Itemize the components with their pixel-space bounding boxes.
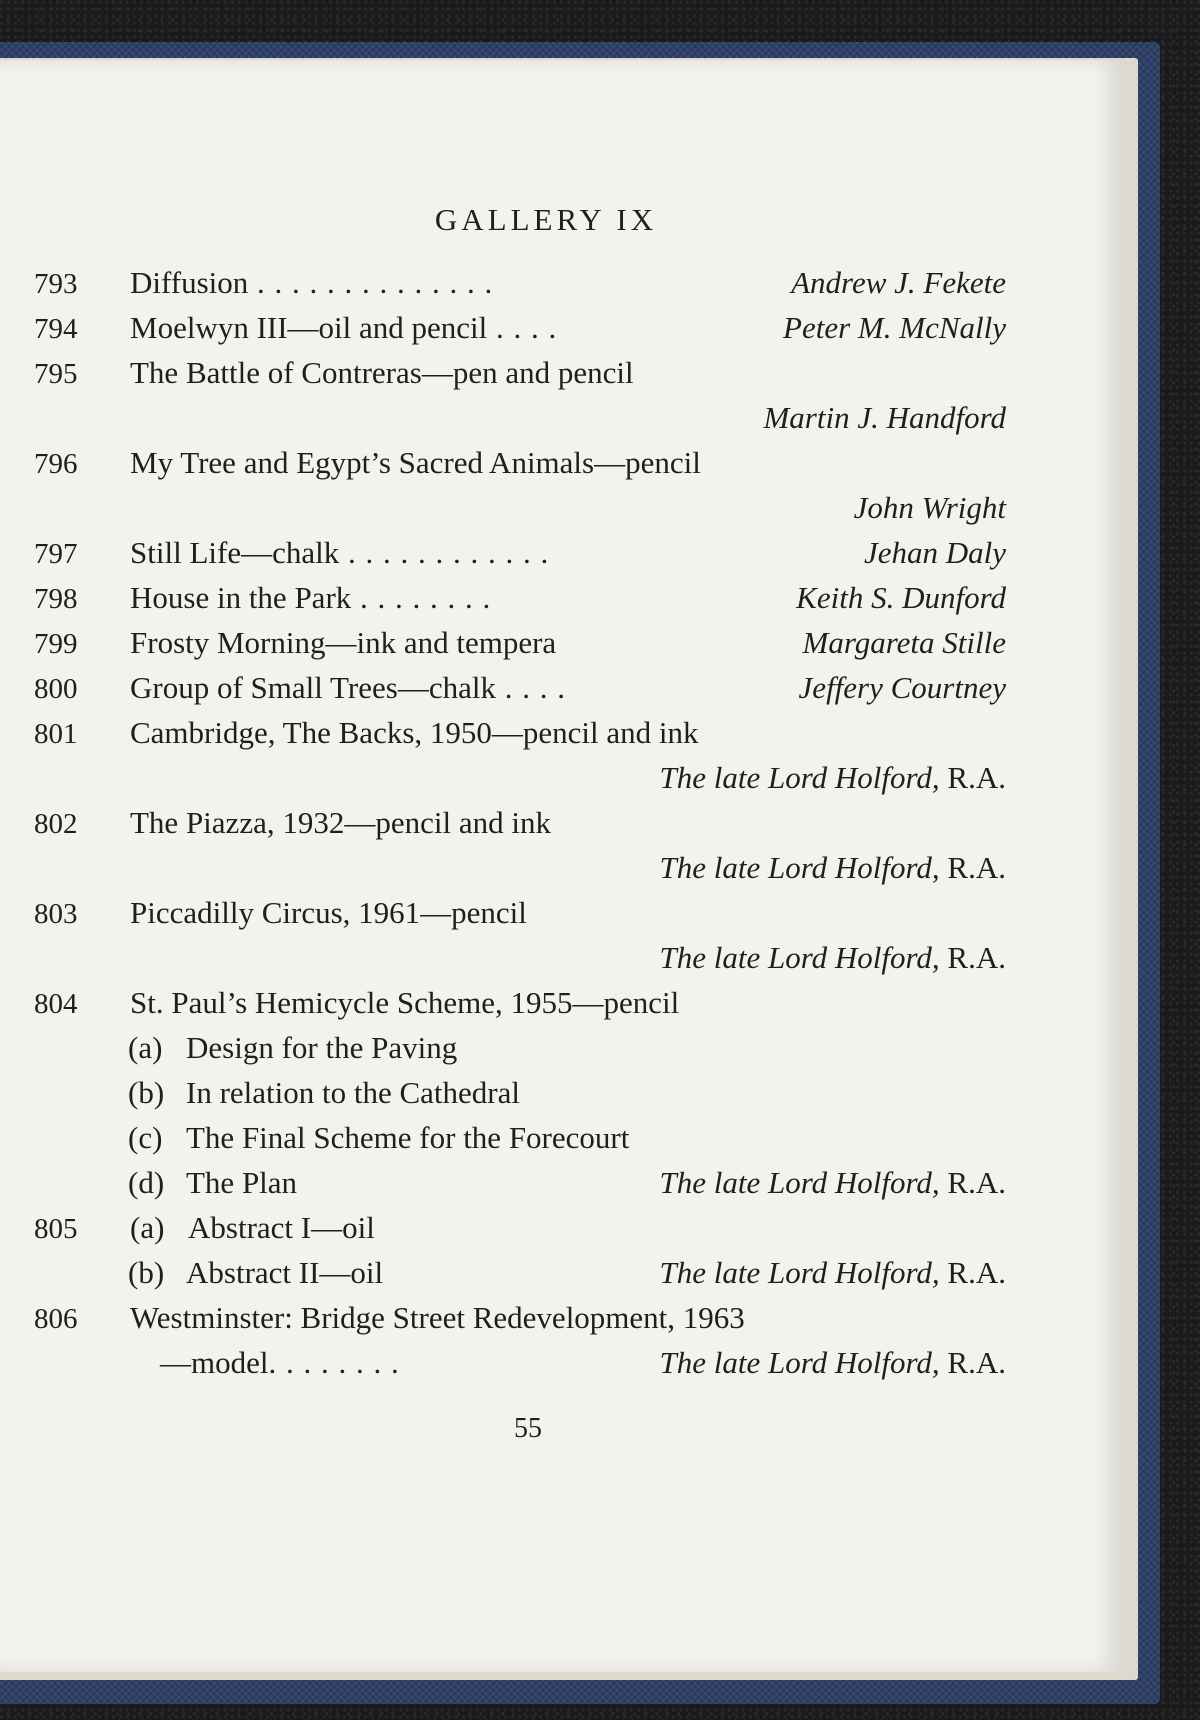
entry-artist: The late Lord Holford, R.A. [659, 1345, 1006, 1380]
entry-artist: Martin J. Handford [763, 400, 1006, 435]
entry-793 [30, 260, 1006, 305]
honour-suffix: R.A. [939, 760, 1006, 795]
catalogue-text [30, 200, 1006, 1449]
entry-802-artist-line [30, 845, 1006, 890]
entry-artist: The late Lord Holford, R.A. [659, 760, 1006, 795]
entry-number: 805 [34, 1213, 78, 1245]
entry-804-subitem-c [30, 1115, 1006, 1160]
entry-number: 804 [34, 988, 78, 1020]
entry-artist: The late Lord Holford, R.A. [659, 1165, 1006, 1200]
entry-801 [30, 710, 1006, 755]
subitem-ref: (c) [128, 1120, 163, 1155]
subitem-ref: (a) [128, 1030, 163, 1065]
entry-artist: The late Lord Holford, R.A. [659, 850, 1006, 885]
subitem-text: Abstract I—oil [188, 1210, 375, 1245]
entry-794 [30, 305, 1006, 350]
entry-artist: The late Lord Holford, R.A. [659, 940, 1006, 975]
entry-title: Westminster: Bridge Street Redevelopment, 1963 [130, 1300, 745, 1335]
entry-803-artist-line [30, 935, 1006, 980]
book-page [0, 60, 1120, 1672]
entry-802 [30, 800, 1006, 845]
leader-dots: . . . . . . . . [351, 580, 492, 615]
subitem-text: In relation to the Cathedral [186, 1075, 520, 1110]
entry-804 [30, 980, 1006, 1025]
continuation-text: —model [160, 1345, 269, 1380]
subitem-text: The Final Scheme for the Forecourt [186, 1120, 630, 1155]
entry-number: 799 [34, 628, 78, 660]
entry-796 [30, 440, 1006, 485]
entry-805 [30, 1205, 1006, 1250]
entry-title: Cambridge, The Backs, 1950—pencil and ink [130, 715, 699, 750]
entry-title: The Piazza, 1932—pencil and ink [130, 805, 551, 840]
entry-795-artist-line [30, 395, 1006, 440]
honour-suffix: R.A. [939, 1165, 1006, 1200]
leader-dots: . . . . . . . . . . . . [339, 535, 550, 570]
subitem-ref: (a) [130, 1210, 165, 1245]
leader-dots: . . . . [495, 670, 566, 705]
entry-number: 797 [34, 538, 78, 570]
entry-title: Piccadilly Circus, 1961—pencil [130, 895, 527, 930]
entry-artist: The late Lord Holford, R.A. [659, 1255, 1006, 1290]
subitem-ref: (b) [128, 1255, 165, 1290]
entry-number: 801 [34, 718, 78, 750]
entry-title: Frosty Morning—ink and tempera [130, 625, 557, 660]
honour-suffix: R.A. [939, 850, 1006, 885]
entry-title: House in the Park . . . . . . . . [130, 580, 492, 615]
honour-suffix: R.A. [939, 1345, 1006, 1380]
entry-title: Group of Small Trees—chalk . . . . [130, 670, 566, 705]
entry-799 [30, 620, 1006, 665]
subitem-text: Design for the Paving [186, 1030, 458, 1065]
entry-797 [30, 530, 1006, 575]
leader-dots: . . . . [487, 310, 558, 345]
entry-798 [30, 575, 1006, 620]
page-number: 55 [514, 1413, 542, 1444]
entry-artist: Jehan Daly [863, 535, 1006, 570]
entry-number: 803 [34, 898, 78, 930]
entry-title: Diffusion . . . . . . . . . . . . . . [130, 265, 494, 300]
subitem-ref: (d) [128, 1165, 165, 1200]
entry-number: 798 [34, 583, 78, 615]
entry-artist: John Wright [853, 490, 1006, 525]
entry-number: 802 [34, 808, 78, 840]
entry-number: 800 [34, 673, 78, 705]
entry-800 [30, 665, 1006, 710]
gallery-heading: GALLERY IX [434, 202, 658, 237]
leader-dots: . . . . . . . . [268, 1345, 400, 1380]
entry-806-continuation [30, 1340, 1006, 1385]
entry-number: 796 [34, 448, 78, 480]
entry-number: 793 [34, 268, 78, 300]
entry-806 [30, 1295, 1006, 1340]
entry-number: 795 [34, 358, 78, 390]
subitem-text: The Plan [186, 1165, 298, 1200]
entry-805-subitem-b [30, 1250, 1006, 1295]
entry-801-artist-line [30, 755, 1006, 800]
entry-number: 806 [34, 1303, 78, 1335]
subitem-text: Abstract II—oil [186, 1255, 384, 1290]
entry-title: St. Paul’s Hemicycle Scheme, 1955—pencil [130, 985, 680, 1020]
entry-title: My Tree and Egypt’s Sacred Animals—pencil [130, 445, 701, 480]
entry-title: Moelwyn III—oil and pencil . . . . [130, 310, 558, 345]
entry-artist: Margareta Stille [802, 625, 1006, 660]
entry-804-subitem-b [30, 1070, 1006, 1115]
honour-suffix: R.A. [939, 940, 1006, 975]
entry-artist: Keith S. Dunford [796, 580, 1006, 615]
entry-804-subitem-d [30, 1160, 1006, 1205]
entry-804-subitem-a [30, 1025, 1006, 1070]
entry-artist: Jeffery Courtney [798, 670, 1006, 705]
entry-number: 794 [34, 313, 78, 345]
entry-796-artist-line [30, 485, 1006, 530]
subitem-ref: (b) [128, 1075, 165, 1110]
entry-artist: Andrew J. Fekete [791, 265, 1006, 300]
honour-suffix: R.A. [939, 1255, 1006, 1290]
entry-803 [30, 890, 1006, 935]
entry-795 [30, 350, 1006, 395]
entry-title: Still Life—chalk . . . . . . . . . . . . [130, 535, 550, 570]
leader-dots: . . . . . . . . . . . . . . [248, 265, 494, 300]
entry-title: The Battle of Contreras—pen and pencil [130, 355, 634, 390]
entry-artist: Peter M. McNally [783, 310, 1006, 345]
